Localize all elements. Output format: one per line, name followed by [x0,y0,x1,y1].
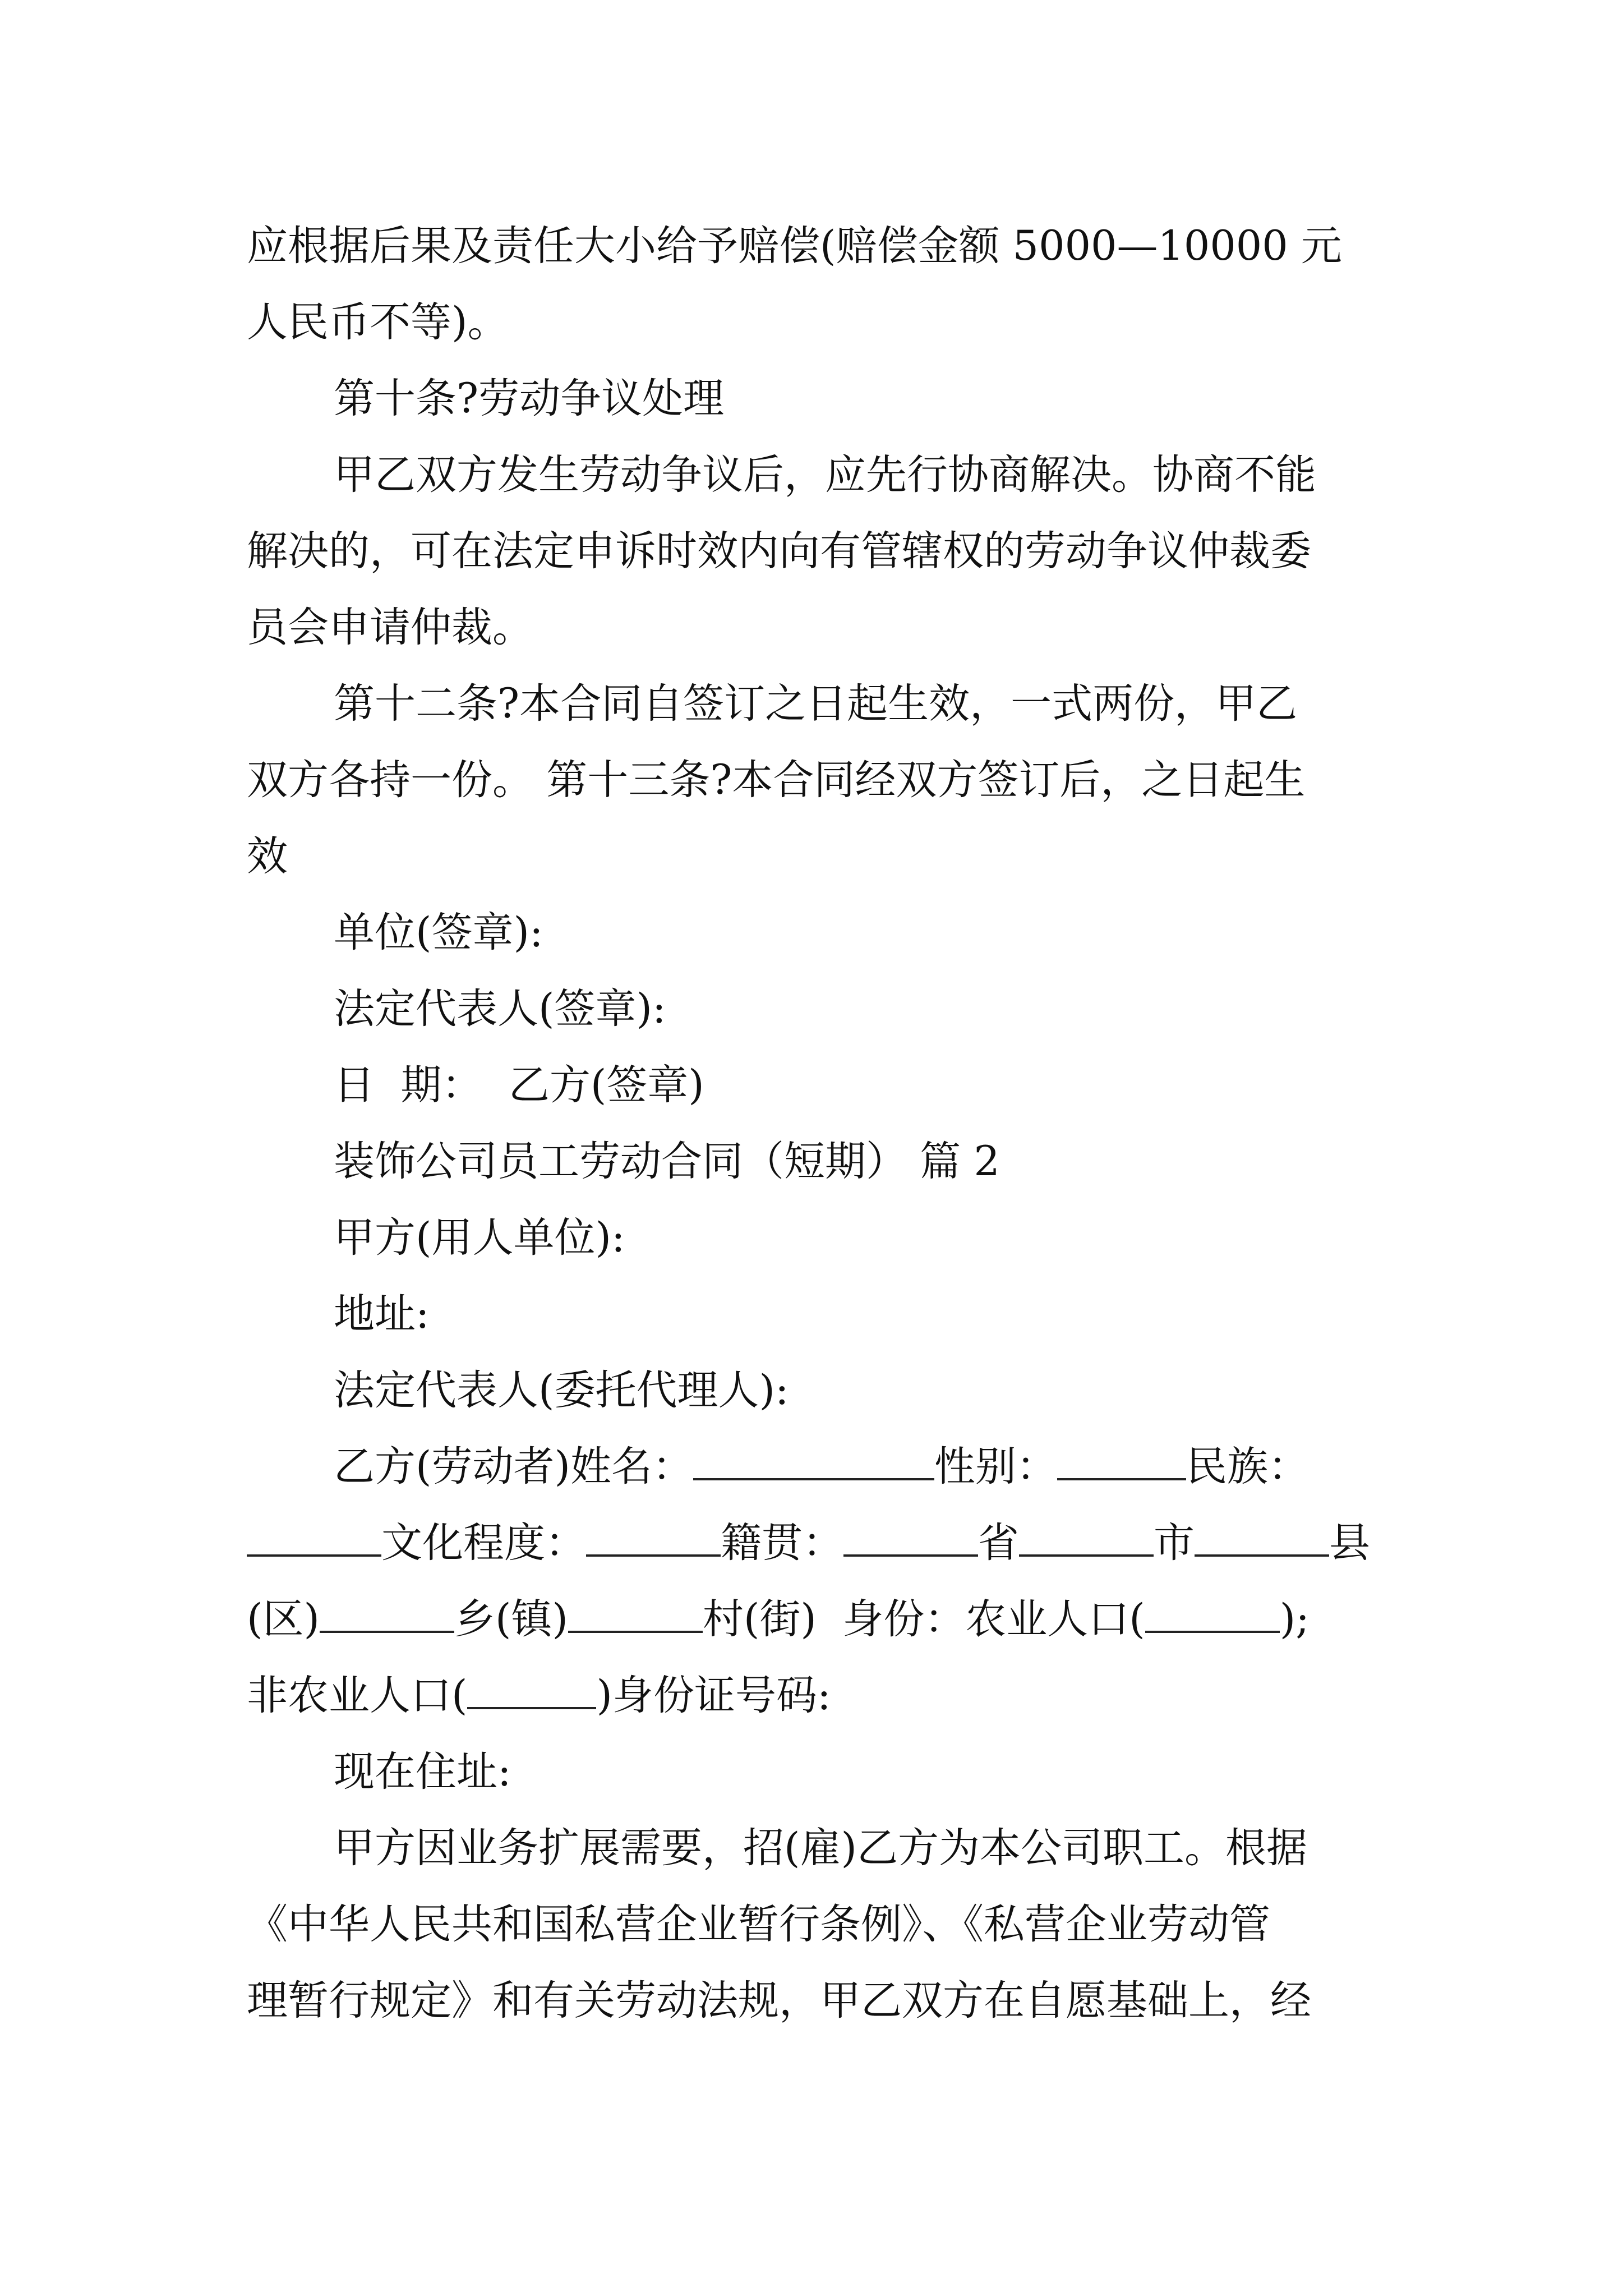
signature-date: 日 期： 乙方(签章) [334,1061,704,1109]
compensation-line-2: 人民币不等)。 [247,298,509,346]
agri-blank [1145,1590,1280,1633]
party-b-info-line-3 [247,1581,1385,1658]
province-blank [1019,1514,1154,1557]
article10-title: 第十条?劳动争议处理 [334,375,725,422]
intro-line-1: 甲方因业务扩展需要，招(雇)乙方为本公司职工。根据 [334,1824,1307,1872]
native-place-blank [843,1514,978,1557]
article10-line-3: 员会申请仲裁。 [247,604,533,651]
village-identity-label: 村(街) 身份：农业人口( [702,1595,1145,1643]
signature-unit: 单位(签章): [334,909,543,956]
education-blank [586,1514,721,1557]
close-semicolon: ); [1279,1595,1310,1643]
section2-title: 装饰公司员工劳动合同（短期） 篇 2 [334,1138,1000,1185]
current-address-label: 现在住址: [334,1748,511,1796]
party-b-name-label: 乙方(劳动者)姓名： [334,1443,693,1490]
city-blank [1195,1514,1329,1557]
township-blank [568,1590,703,1633]
province-label: 省 [978,1519,1019,1567]
address-label: 地址: [334,1290,430,1338]
name-blank [693,1438,934,1480]
article12-line-2: 双方各持一份。 第十三条?本合同经双方签订后，之日起生 [247,756,1306,804]
township-label: 乡(镇) [454,1595,568,1643]
ethnicity-label: 民族： [1186,1443,1309,1490]
compensation-line-1: 应根据后果及责任大小给予赔偿(赔偿金额 5000—10000 元 [247,222,1342,270]
county-label: 县 [1329,1519,1370,1567]
party-b-info-line-1 [247,1429,1385,1505]
education-label: 文化程度： [381,1519,586,1567]
gender-blank [1057,1438,1186,1480]
city-label: 市 [1154,1519,1195,1567]
article10-line-2: 解决的，可在法定申诉时效内向有管辖权的劳动争议仲裁委 [247,527,1311,575]
intro-line-2: 《中华人民共和国私营企业暂行条例》、《私营企业劳动管 [247,1901,1270,1948]
non-agri-label: 非农业人口( [247,1672,468,1719]
id-number-label: )身份证号码: [596,1672,831,1719]
ethnicity-blank [247,1514,381,1557]
gender-label: 性别： [934,1443,1057,1490]
intro-line-3: 理暂行规定》和有关劳动法规，甲乙双方在自愿基础上，经 [247,1977,1311,2024]
signature-legal-rep: 法定代表人(签章): [334,985,666,1033]
district-label: (区) [247,1595,320,1643]
legal-rep-agent-label: 法定代表人(委托代理人): [334,1366,789,1414]
article12-line-3: 效 [247,832,288,880]
non-agri-blank [467,1667,596,1709]
party-b-info-line-2 [247,1505,1385,1581]
native-place-label: 籍贯： [721,1519,843,1567]
document-body [247,208,1385,2039]
article12-line-1: 第十二条?本合同自签订之日起生效，一式两份，甲乙 [334,680,1298,728]
article10-line-1: 甲乙双方发生劳动争议后，应先行协商解决。协商不能 [334,451,1316,499]
party-b-info-line-4 [247,1658,1385,1734]
district-blank [320,1590,454,1633]
party-a-label: 甲方(用人单位): [334,1214,625,1262]
